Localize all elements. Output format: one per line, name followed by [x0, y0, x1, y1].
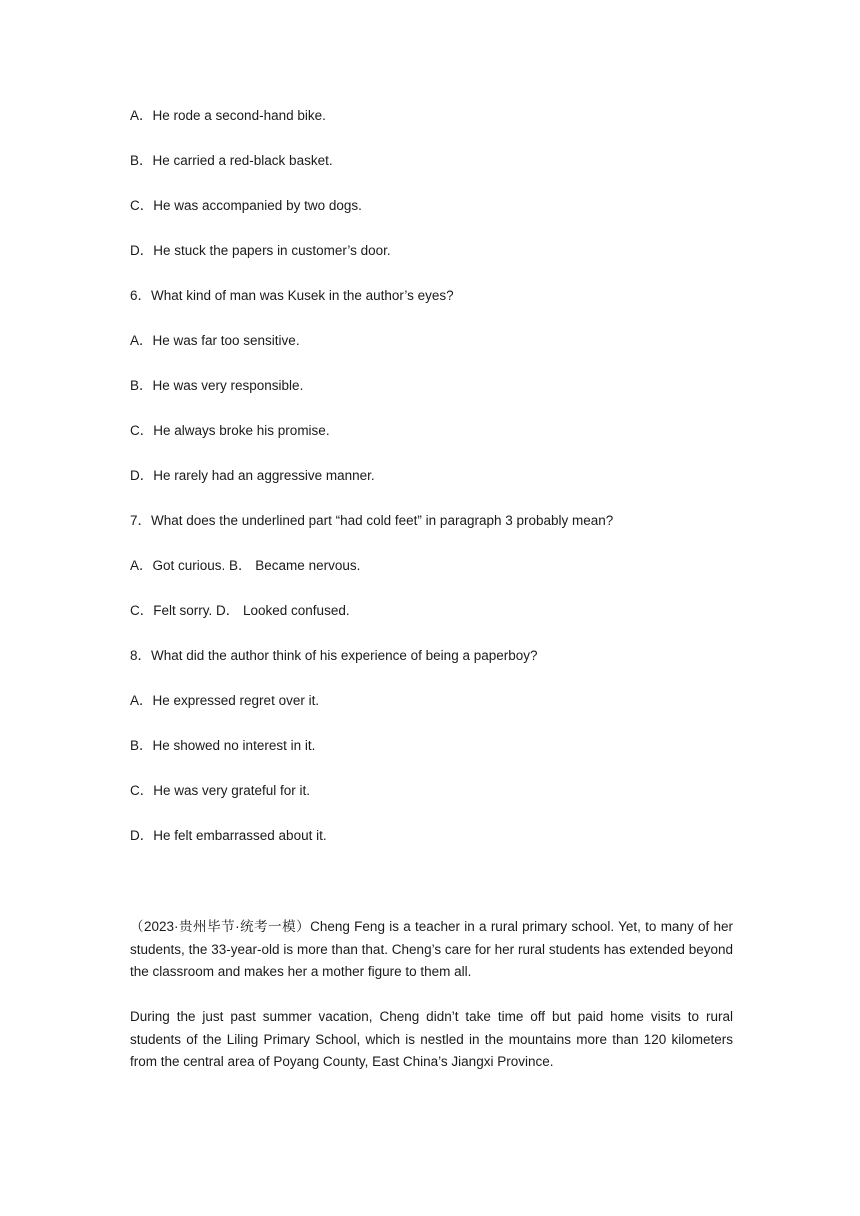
q8-option-b: B．He showed no interest in it. — [130, 738, 316, 753]
passage-paragraph-1 — [130, 916, 733, 984]
question-7: 7．What does the underlined part “had cold feet” in paragraph 3 probably mean? — [130, 513, 614, 528]
q6-option-d: D．He rarely had an aggressive manner. — [130, 468, 375, 483]
q8-option-a: A．He expressed regret over it. — [130, 693, 320, 708]
passage-paragraph-2: During the just past summer vacation, Cheng didn’t take time off but paid home visits to rural students of the Liling Primary School, which is nestled in the mountains more than 120 kilometers from the central area of Poyang County, East China’s Jiangxi Province. — [130, 1009, 733, 1069]
q6-option-c: C．He always broke his promise. — [130, 423, 330, 438]
q7-options-ab: A．Got curious. B． Became nervous. — [130, 558, 361, 573]
q5-option-a: A．He rode a second-hand bike. — [130, 108, 326, 123]
q5-option-c: C．He was accompanied by two dogs. — [130, 198, 362, 213]
question-8: 8．What did the author think of his experience of being a paperboy? — [130, 648, 538, 663]
q5-option-b: B．He carried a red-black basket. — [130, 153, 333, 168]
q8-option-c: C．He was very grateful for it. — [130, 783, 311, 798]
q6-option-a: A．He was far too sensitive. — [130, 333, 300, 348]
q5-option-d: D．He stuck the papers in customer’s door. — [130, 243, 391, 258]
q6-option-b: B．He was very responsible. — [130, 378, 304, 393]
passage-paragraph-1-text: Cheng Feng is a teacher in a rural primary school. Yet, to many of her students, the 33-year-old is more than that. Cheng’s care for her rural students has extended beyond the classroom and makes her a mother figure to them all. — [130, 919, 733, 979]
passage-source: （2023·贵州毕节·统考一模） — [130, 919, 311, 934]
q8-option-d: D．He felt embarrassed about it. — [130, 828, 327, 843]
question-6: 6．What kind of man was Kusek in the author’s eyes? — [130, 288, 454, 303]
q7-options-cd: C．Felt sorry. D． Looked confused. — [130, 603, 350, 618]
